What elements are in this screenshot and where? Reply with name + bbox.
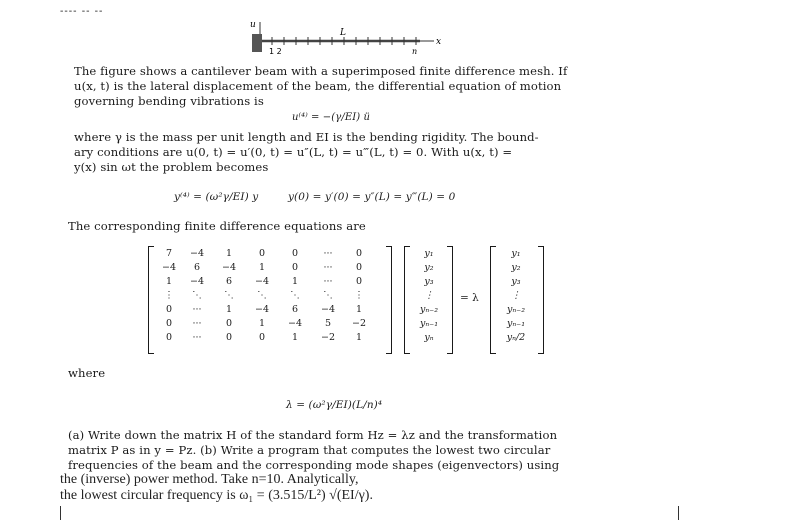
overlay-line: the lowest circular frequency is ω₁ = (3.515/L²) √(EI/γ). [60,488,373,503]
node-labels: 1 2 [269,47,282,56]
vector-y-entry: y₃ [424,276,434,287]
question-line: matrix P as in y = Pz. (b) Write a program that computes the lowest two circular [68,443,551,457]
matrix-cell: 1 [291,332,299,343]
matrix-cell: 0 [291,248,299,259]
matrix-cell: ··· [192,304,202,315]
matrix-cell: −4 [189,276,204,287]
matrix-cell: 0 [165,304,173,315]
matrix-row [156,261,374,275]
vector-rhs-left-bracket [490,246,496,354]
matrix-row [156,303,374,317]
length-label: L [340,28,346,38]
matrix-cell: ··· [192,332,202,343]
where-label: where [68,366,106,380]
matrix-cell: ⋱ [257,290,267,301]
matrix-cell: −2 [351,318,366,329]
question-line: (a) Write down the matrix H of the standard form Hz = λz and the transformation [68,428,558,442]
matrix-cell: 1 [291,276,299,287]
matrix-left-bracket [148,246,154,354]
wall [252,34,262,52]
matrix-cell: −4 [161,262,176,273]
boundary-conditions: y(0) = y′(0) = y″(L) = y‴(L) = 0 [288,191,456,203]
vector-rhs-entry: y₂ [511,262,521,273]
matrix-cell: ⋱ [290,290,300,301]
matrix-cell: −4 [287,318,302,329]
where-line: where γ is the mass per unit length and EI is the bending rigidity. The bound- [74,130,539,144]
vector-y-entry: yₙ₋₂ [419,304,439,315]
matrix-cell: 0 [165,318,173,329]
vector-y-entry: y₁ [424,248,434,259]
matrix-cell: 1 [258,262,266,273]
coefficient-matrix [156,247,374,345]
equals-lambda: = λ [460,292,479,304]
matrix-cell: 6 [193,262,201,273]
text-cursor-right [678,506,679,520]
matrix-cell: ⋮ [164,290,174,301]
matrix-cell: 0 [355,276,363,287]
matrix-row [156,275,374,289]
matrix-cell: 0 [165,332,173,343]
matrix-cell: ··· [323,262,333,273]
matrix-cell: 0 [258,332,266,343]
vector-rhs-entry: y₁ [511,248,521,259]
vector-y-right-bracket [447,246,453,354]
matrix-cell: 0 [355,248,363,259]
matrix-cell: 7 [165,248,173,259]
matrix-cell: ⋮ [354,290,364,301]
matrix-cell: 1 [355,332,363,343]
matrix-cell: ⋱ [224,290,234,301]
matrix-cell: −4 [320,304,335,315]
matrix-cell: 5 [324,318,332,329]
matrix-row [156,247,374,261]
equation-ode: y⁽⁴⁾ = (ω²γ/EI) y [174,191,259,203]
vector-y-entry: ⋮ [424,290,434,301]
where-paragraph [74,130,634,175]
matrix-cell: 1 [225,248,233,259]
matrix-row [156,331,374,345]
vector-rhs-entry: yₙ₋₁ [506,318,526,329]
vector-rhs-entry: y₃ [511,276,521,287]
matrix-cell: ⋱ [192,290,202,301]
vector-rhs-entry: yₙ₋₂ [506,304,526,315]
matrix-cell: 0 [225,318,233,329]
vector-y-entry: y₂ [424,262,434,273]
matrix-cell: −4 [254,304,269,315]
fd-intro: The corresponding finite difference equations are [68,219,366,233]
matrix-cell: ··· [323,248,333,259]
matrix-cell: −4 [189,248,204,259]
matrix-cell: ··· [192,318,202,329]
equation-motion: u⁽⁴⁾ = −(γ/EI) ü [292,112,371,123]
matrix-right-bracket [386,246,392,354]
question-line: frequencies of the beam and the corresponding mode shapes (eigenvectors) using [68,458,560,472]
matrix-cell: 1 [258,318,266,329]
vector-y-entry: yₙ₋₁ [419,318,439,329]
lambda-definition: λ = (ω²γ/EI)(L/n)⁴ [286,399,383,411]
matrix-cell: 6 [291,304,299,315]
intro-line: The figure shows a cantilever beam with a superimposed finite difference mesh. If [74,64,568,78]
matrix-cell: ··· [323,276,333,287]
vector-y-entry: yₙ [424,332,434,343]
matrix-cell: −2 [320,332,335,343]
header-artifact: ---- -- -- [60,6,104,17]
vector-y [414,247,444,345]
vector-rhs-right-bracket [538,246,544,354]
intro-paragraph [74,64,634,109]
where-line: ary conditions are u(0, t) = u′(0, t) = u″(L, t) = u‴(L, t) = 0. With u(x, t) = [74,145,513,159]
intro-line: governing bending vibrations is [74,94,264,108]
matrix-cell: 0 [355,262,363,273]
vector-y-left-bracket [404,246,410,354]
cantilever-beam-figure [240,16,450,60]
matrix-cell: −4 [221,262,236,273]
matrix-cell: ⋱ [323,290,333,301]
overlay-line: the (inverse) power method. Take n=10. Analytically, [60,472,359,487]
intro-line: u(x, t) is the lateral displacement of the beam, the differential equation of motion [74,79,562,93]
matrix-cell: 0 [291,262,299,273]
x-axis-label: x [436,37,442,47]
text-cursor-left [60,506,61,520]
where-line: y(x) sin ωt the problem becomes [74,160,269,174]
question-paragraph [68,428,638,473]
matrix-cell: 6 [225,276,233,287]
matrix-cell: 1 [225,304,233,315]
vector-rhs [498,247,534,345]
axis-u-label: u [250,20,256,30]
matrix-cell: 0 [258,248,266,259]
vector-rhs-entry: yₙ/2 [506,332,526,343]
matrix-row [156,317,374,331]
matrix-cell: 1 [355,304,363,315]
matrix-cell: −4 [254,276,269,287]
vector-rhs-entry: ⋮ [511,290,521,301]
node-n-label: n [412,47,418,56]
matrix-row [156,289,374,303]
matrix-cell: 0 [225,332,233,343]
matrix-cell: 1 [165,276,173,287]
